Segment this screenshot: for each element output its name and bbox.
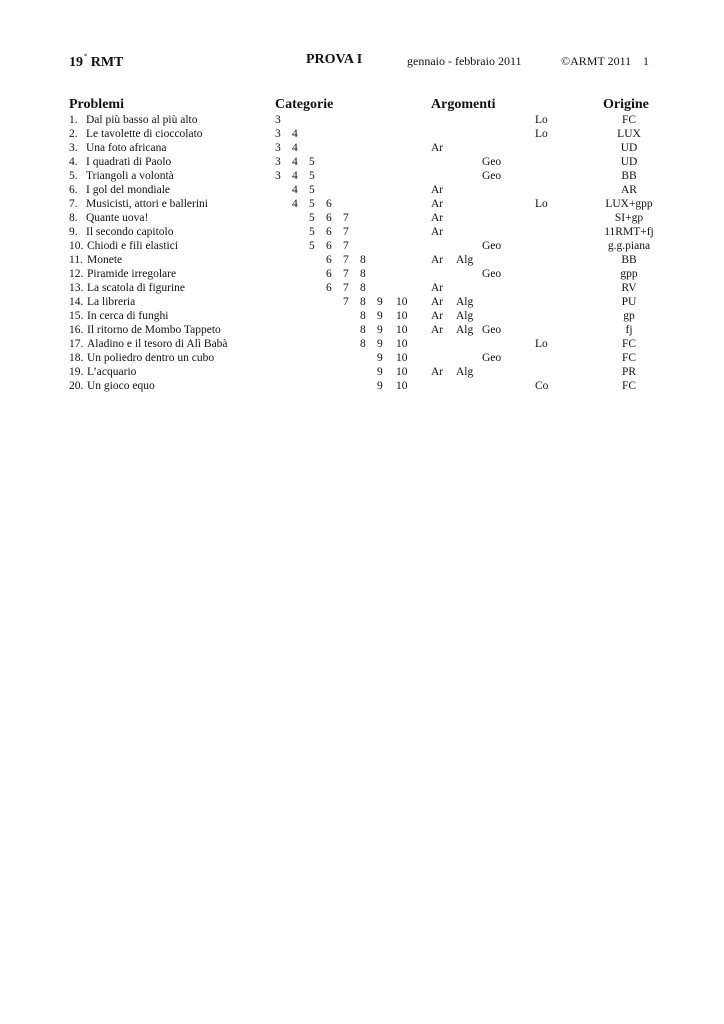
origin-cell: BB: [621, 254, 637, 266]
problem-title: In cerca di funghi: [87, 310, 169, 322]
topic-alg: Alg: [456, 296, 474, 308]
topic-alg: Alg: [456, 254, 474, 266]
origin-cell: 11RMT+fj: [604, 226, 654, 238]
problem-number: 10.: [69, 240, 84, 252]
topic-lo: Lo: [535, 128, 548, 140]
table-row: [0, 113, 724, 127]
origin-cell: FC: [621, 114, 637, 126]
table-row: [0, 267, 724, 281]
category-cell: 3: [275, 170, 281, 182]
problem-title: Chiodi e fili elastici: [87, 240, 179, 252]
topic-geo: Geo: [482, 156, 502, 168]
category-cell: 10: [396, 296, 408, 308]
category-cell: 7: [343, 282, 349, 294]
edition-suffix: RMT: [90, 55, 124, 70]
origin-cell: FC: [621, 380, 637, 392]
category-cell: 4: [292, 170, 298, 182]
problem-number: 19.: [69, 366, 84, 378]
topic-geo: Geo: [482, 268, 502, 280]
category-cell: 8: [360, 324, 366, 336]
category-cell: 6: [326, 282, 332, 294]
topic-alg: Alg: [456, 310, 474, 322]
category-cell: 9: [377, 366, 383, 378]
category-cell: 9: [377, 296, 383, 308]
origin-cell: UD: [620, 156, 638, 168]
column-origin: Origine: [603, 97, 649, 112]
problems-table: [0, 113, 724, 393]
origin-cell: FC: [621, 338, 637, 350]
column-categories: Categorie: [275, 97, 334, 112]
topic-ar: Ar: [431, 310, 444, 322]
topic-ar: Ar: [431, 184, 444, 196]
category-cell: 4: [292, 184, 298, 196]
topic-lo: Lo: [535, 114, 548, 126]
problem-title: Un poliedro dentro un cubo: [87, 352, 215, 364]
category-cell: 10: [396, 352, 408, 364]
category-cell: 3: [275, 142, 281, 154]
category-cell: 7: [343, 296, 349, 308]
topic-alg: Alg: [456, 366, 474, 378]
category-cell: 8: [360, 282, 366, 294]
problem-number: 1.: [69, 114, 78, 126]
edition-label: [69, 52, 123, 71]
table-row: [0, 309, 724, 323]
problem-title: Musicisti, attori e ballerini: [86, 198, 209, 210]
problem-number: 16.: [69, 324, 84, 336]
category-cell: 5: [309, 156, 315, 168]
table-row: [0, 169, 724, 183]
topic-lo: Lo: [535, 198, 548, 210]
category-cell: 6: [326, 198, 332, 210]
test-title: PROVA I: [306, 52, 363, 67]
table-row: [0, 155, 724, 169]
problem-number: 2.: [69, 128, 78, 140]
category-cell: 5: [309, 198, 315, 210]
category-cell: 5: [309, 184, 315, 196]
problem-number: 3.: [69, 142, 78, 154]
topic-ar: Ar: [431, 296, 444, 308]
problem-number: 14.: [69, 296, 84, 308]
problem-title: Piramide irregolare: [87, 268, 177, 280]
column-problems: Problemi: [69, 97, 124, 112]
test-period: gennaio - febbraio 2011: [407, 54, 522, 68]
category-cell: 5: [309, 226, 315, 238]
problem-number: 18.: [69, 352, 84, 364]
table-row: [0, 211, 724, 225]
problem-number: 13.: [69, 282, 84, 294]
category-cell: 10: [396, 338, 408, 350]
category-cell: 7: [343, 226, 349, 238]
category-cell: 4: [292, 198, 298, 210]
origin-cell: gpp: [620, 268, 638, 280]
problem-title: Monete: [87, 254, 123, 266]
origin-cell: AR: [621, 184, 637, 196]
page-number: 1: [643, 54, 649, 68]
category-cell: 10: [396, 310, 408, 322]
category-cell: 9: [377, 310, 383, 322]
origin-cell: FC: [621, 352, 637, 364]
column-topics: Argomenti: [431, 97, 496, 112]
category-cell: 4: [292, 128, 298, 140]
category-cell: 9: [377, 380, 383, 392]
category-cell: 8: [360, 254, 366, 266]
problem-number: 17.: [69, 338, 84, 350]
category-cell: 5: [309, 240, 315, 252]
category-cell: 10: [396, 366, 408, 378]
problem-number: 20.: [69, 380, 84, 392]
category-cell: 4: [292, 142, 298, 154]
origin-cell: UD: [620, 142, 638, 154]
category-cell: 6: [326, 240, 332, 252]
topic-ar: Ar: [431, 254, 444, 266]
problem-number: 4.: [69, 156, 78, 168]
topic-lo: Lo: [535, 338, 548, 350]
category-cell: 7: [343, 240, 349, 252]
problem-title: L’acquario: [87, 366, 137, 378]
category-cell: 10: [396, 380, 408, 392]
category-cell: 10: [396, 324, 408, 336]
table-row: [0, 239, 724, 253]
problem-title: La libreria: [87, 296, 136, 308]
category-cell: 6: [326, 268, 332, 280]
table-row: [0, 253, 724, 267]
topic-ar: Ar: [431, 226, 444, 238]
origin-cell: gp: [623, 310, 635, 322]
problem-number: 9.: [69, 226, 78, 238]
problem-title: I quadrati di Paolo: [86, 156, 172, 168]
origin-cell: fj: [625, 324, 633, 336]
table-row: [0, 225, 724, 239]
topic-geo: Geo: [482, 240, 502, 252]
origin-cell: BB: [621, 170, 637, 182]
problem-number: 11.: [69, 254, 83, 266]
topic-alg: Alg: [456, 324, 474, 336]
copyright: ©ARMT 2011: [561, 54, 632, 68]
problem-title: Triangoli a volontà: [86, 170, 174, 182]
table-row: [0, 351, 724, 365]
topic-geo: Geo: [482, 324, 502, 336]
category-cell: 6: [326, 226, 332, 238]
category-cell: 4: [292, 156, 298, 168]
category-cell: 3: [275, 156, 281, 168]
topic-ar: Ar: [431, 324, 444, 336]
category-cell: 7: [343, 212, 349, 224]
table-row: [0, 197, 724, 211]
category-cell: 8: [360, 268, 366, 280]
topic-ar: Ar: [431, 198, 444, 210]
table-row: [0, 365, 724, 379]
problem-number: 5.: [69, 170, 78, 182]
origin-cell: LUX: [617, 128, 641, 140]
problem-title: La scatola di figurine: [87, 282, 186, 294]
origin-cell: g.g.piana: [607, 240, 651, 252]
topic-ar: Ar: [431, 282, 444, 294]
table-row: [0, 127, 724, 141]
category-cell: 9: [377, 324, 383, 336]
category-cell: 5: [309, 212, 315, 224]
topic-geo: Geo: [482, 170, 502, 182]
origin-cell: LUX+gpp: [605, 198, 653, 210]
problem-title: Il ritorno de Mombo Tappeto: [87, 324, 221, 336]
origin-cell: PU: [621, 296, 637, 308]
problem-number: 15.: [69, 310, 84, 322]
category-cell: 8: [360, 296, 366, 308]
problem-number: 6.: [69, 184, 78, 196]
problem-title: Le tavolette di cioccolato: [86, 128, 203, 140]
topic-co: Co: [535, 380, 549, 392]
table-row: [0, 379, 724, 393]
topic-geo: Geo: [482, 352, 502, 364]
table-row: [0, 183, 724, 197]
origin-cell: SI+gp: [614, 212, 644, 224]
topic-ar: Ar: [431, 142, 444, 154]
category-cell: 8: [360, 310, 366, 322]
problem-number: 7.: [69, 198, 78, 210]
problem-title: Aladino e il tesoro di Alì Babà: [87, 338, 228, 350]
problem-title: I gol del mondiale: [86, 184, 170, 196]
table-row: [0, 295, 724, 309]
problem-title: Una foto africana: [86, 142, 167, 154]
table-row: [0, 323, 724, 337]
topic-ar: Ar: [431, 366, 444, 378]
category-cell: 7: [343, 268, 349, 280]
category-cell: 9: [377, 338, 383, 350]
edition-number: 19: [69, 55, 83, 70]
problem-title: Il secondo capitolo: [86, 226, 174, 238]
edition-mark: °: [84, 52, 88, 61]
problem-number: 8.: [69, 212, 78, 224]
problem-title: Un gioco equo: [87, 380, 155, 392]
problem-title: Quante uova!: [86, 212, 149, 224]
category-cell: 3: [275, 128, 281, 140]
category-cell: 9: [377, 352, 383, 364]
table-row: [0, 141, 724, 155]
category-cell: 8: [360, 338, 366, 350]
category-cell: 3: [275, 114, 281, 126]
category-cell: 7: [343, 254, 349, 266]
table-row: [0, 281, 724, 295]
problem-title: Dal più basso al più alto: [86, 114, 198, 126]
category-cell: 6: [326, 254, 332, 266]
origin-cell: RV: [621, 282, 637, 294]
problem-number: 12.: [69, 268, 84, 280]
origin-cell: PR: [621, 366, 637, 378]
topic-ar: Ar: [431, 212, 444, 224]
category-cell: 6: [326, 212, 332, 224]
table-row: [0, 337, 724, 351]
category-cell: 5: [309, 170, 315, 182]
